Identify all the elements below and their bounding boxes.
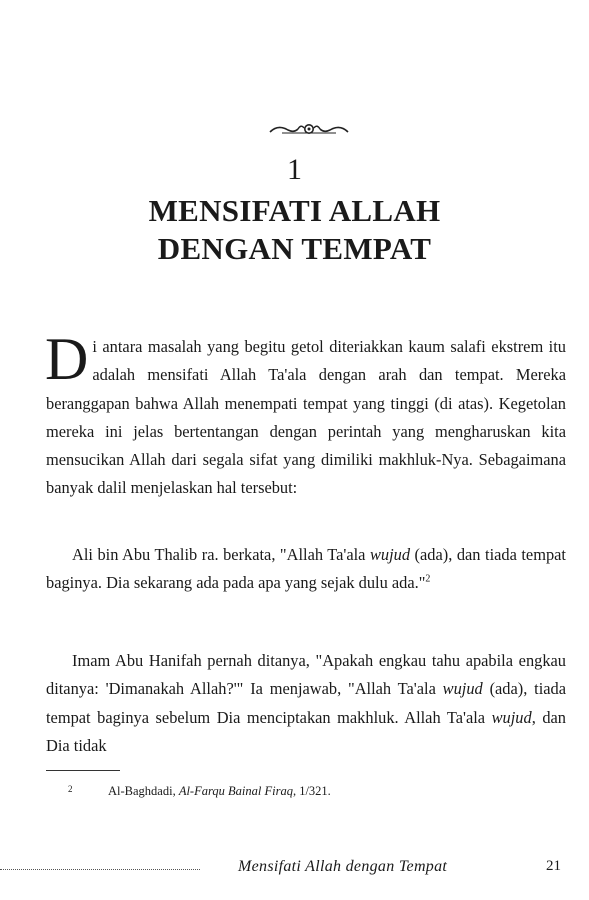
chapter-title-line-1: MENSIFATI ALLAH [148,193,441,228]
paragraph-3-text-c: , dan Dia tidak [46,707,566,755]
chapter-number: 1 [287,153,302,186]
paragraph-3-italic-1: wujud [442,679,483,699]
chapter-title-line-2: DENGAN TEMPAT [157,231,432,266]
footnote [68,780,548,800]
footnote-rule [46,770,120,771]
paragraph-3-italic-2: wujud [491,707,532,727]
paragraph-2-text-b: (ada), dan tiada tempat baginya. Dia sekarang ada pada apa yang sejak dulu ada." [46,545,566,593]
running-title: Mensifati Allah dengan Tempat [238,858,448,875]
drop-cap: D [45,326,89,392]
paragraph-3 [46,647,566,760]
paragraph-2-text-a: Ali bin Abu Thalib ra. berkata, "Allah Ta'ala [72,545,370,564]
paragraph-3-text-b: (ada), tiada tempat baginya sebelum Dia menciptakan makhluk. Allah Ta'ala [46,679,567,727]
footnote-text-b: , 1/321. [292,784,331,798]
paragraph-3-text-a: Imam Abu Hanifah pernah ditanya, "Apakah engkau tahu apabila engkau ditanya: 'Dimanakah Allah?'" Ia menjawab, "Allah Ta'ala [46,651,566,699]
footnote-ref: 2 [425,573,431,585]
paragraph-1-text: i antara masalah yang begitu getol diteriakkan kaum salafi ekstrem itu adalah mensifati Allah Ta'ala dengan arah dan tempat. Mereka beranggapan bahwa Allah menempati tempat yang tinggi (di atas). Kegetolan mereka ini jelas bertentangan dengan perintah yang mengharuskan kita mensucikan Allah dari segala sifat yang dimiliki makhluk-Nya. Sebagaimana banyak dalil menjelaskan hal tersebut: [46,337,566,498]
chapter-title [0,192,589,268]
paragraph-2-italic: wujud [369,545,411,564]
page-number: 21 [546,858,561,874]
paragraph-2 [46,541,566,598]
footnote-text-a: Al-Baghdadi, [108,784,179,798]
paragraph-1 [45,326,566,503]
ornament-divider-icon [268,121,350,137]
footer-dotted-rule [0,869,200,870]
footnote-number: 2 [68,784,73,794]
footnote-book-title: Al-Farqu Bainal Firaq [178,784,293,798]
